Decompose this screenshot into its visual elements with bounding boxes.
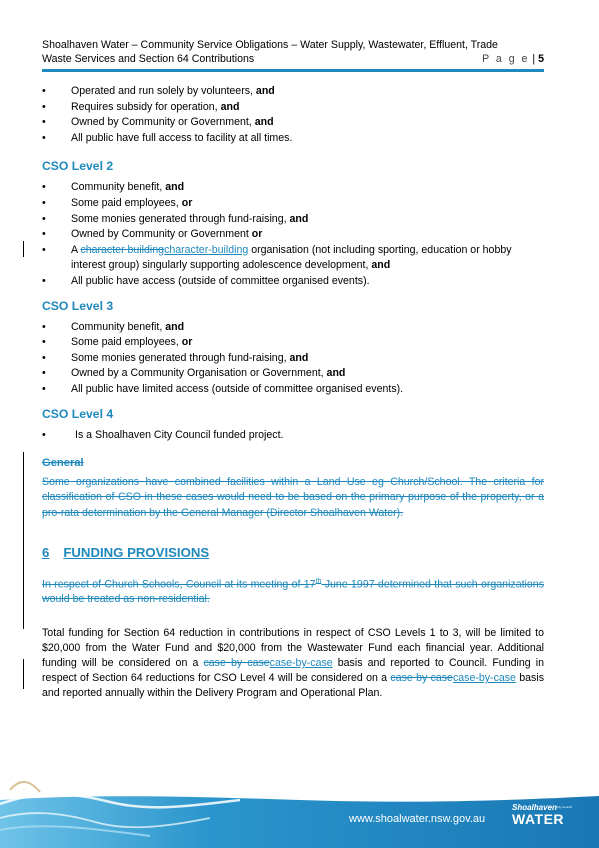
change-bar bbox=[23, 659, 24, 689]
list-item: • Is a Shoalhaven City Council funded project. bbox=[42, 428, 544, 444]
list-item: • Community benefit, and bbox=[42, 320, 544, 336]
footer-url[interactable]: www.shoalwater.nsw.gov.au bbox=[349, 813, 486, 825]
document-body bbox=[42, 84, 544, 702]
list-item: • Owned by a Community Organisation or Government, and bbox=[42, 366, 544, 382]
cso1-list bbox=[42, 84, 544, 146]
page-indicator bbox=[482, 52, 544, 66]
header-title-line1: Shoalhaven Water – Community Service Obligations – Water Supply, Wastewater, Effluent, Trade bbox=[42, 39, 498, 51]
shoalhaven-water-logo: Shoalhaven WATER City Council bbox=[512, 803, 573, 827]
header-title-line2: Waste Services and Section 64 Contributions bbox=[42, 53, 255, 65]
general-heading: General bbox=[42, 457, 84, 470]
section-number: 6 bbox=[42, 544, 50, 560]
general-paragraph: Some organizations have combined facilities within a Land Use eg Church/School. The criteria for classification of CSO in these cases would need to be based on the primary purpose of the property, or a pro-rata determination by the General Manager (Director Shoalhaven Water). bbox=[42, 476, 544, 519]
tracked-deletion: character building bbox=[80, 243, 165, 256]
footer-wave-band bbox=[0, 770, 599, 848]
page-number: 5 bbox=[538, 53, 544, 65]
tracked-insertion: case-by-case bbox=[452, 672, 516, 685]
cso4-list bbox=[42, 428, 544, 444]
list-item: • A character buildingcharacter-building organisation (not including sporting, education or hobby interest group) singularly supporting adolescence development, and bbox=[42, 243, 544, 274]
funding-paragraph: Total funding for Section 64 reduction in contributions in respect of CSO Levels 1 to 3, will be limited to $20,000 from the Water Fund and $20,000 from the Wastewater Fund each financial year. Additional funding will be considered on a case by casecase-by-case basis and reported to Council. Funding in respect of Section 64 reductions for CSO Level 4 will be considered on a case by casecase-by-case basis and reported annually within the Delivery Program and Operational Plan. bbox=[42, 626, 544, 700]
list-item: • Operated and run solely by volunteers, and bbox=[42, 84, 544, 100]
list-item: • Owned by Community or Government or bbox=[42, 227, 544, 243]
section-title: FUNDING PROVISIONS bbox=[63, 544, 210, 560]
page-header bbox=[42, 38, 544, 66]
tracked-insertion: character-building bbox=[164, 243, 249, 256]
list-item: • All public have limited access (outside of committee organised events). bbox=[42, 382, 544, 398]
tracked-deletion: case by case bbox=[390, 672, 453, 685]
cso2-heading: CSO Level 2 bbox=[42, 159, 114, 174]
page-label: P a g e bbox=[482, 53, 530, 65]
cso3-heading: CSO Level 3 bbox=[42, 298, 114, 313]
list-item: • Some monies generated through fund-raising, and bbox=[42, 351, 544, 367]
tracked-insertion: case-by-case bbox=[269, 657, 333, 670]
list-item: • Owned by Community or Government, and bbox=[42, 115, 544, 131]
list-item: • Some paid employees, or bbox=[42, 335, 544, 351]
change-bar bbox=[23, 241, 24, 257]
cso4-heading: CSO Level 4 bbox=[42, 406, 114, 421]
list-item: • All public have access (outside of committee organised events). bbox=[42, 274, 544, 290]
page-separator: | bbox=[529, 53, 539, 65]
deleted-paragraph: In respect of Church Schools, Council at its meeting of 17th June 1997 determined that such organizations would be treated as non-residential. bbox=[42, 577, 544, 606]
list-item: • Community benefit, and bbox=[42, 180, 544, 196]
cso2-list bbox=[42, 180, 544, 289]
list-item: • All public have full access to facility at all times. bbox=[42, 131, 544, 147]
tracked-deletion: case by case bbox=[203, 657, 270, 670]
list-item: • Some paid employees, or bbox=[42, 196, 544, 212]
section-6-heading bbox=[42, 545, 544, 560]
cso3-list bbox=[42, 320, 544, 398]
list-item: • Some monies generated through fund-raising, and bbox=[42, 212, 544, 228]
header-rule bbox=[42, 69, 544, 72]
list-item: • Requires subsidy for operation, and bbox=[42, 100, 544, 116]
change-bar bbox=[23, 452, 24, 629]
